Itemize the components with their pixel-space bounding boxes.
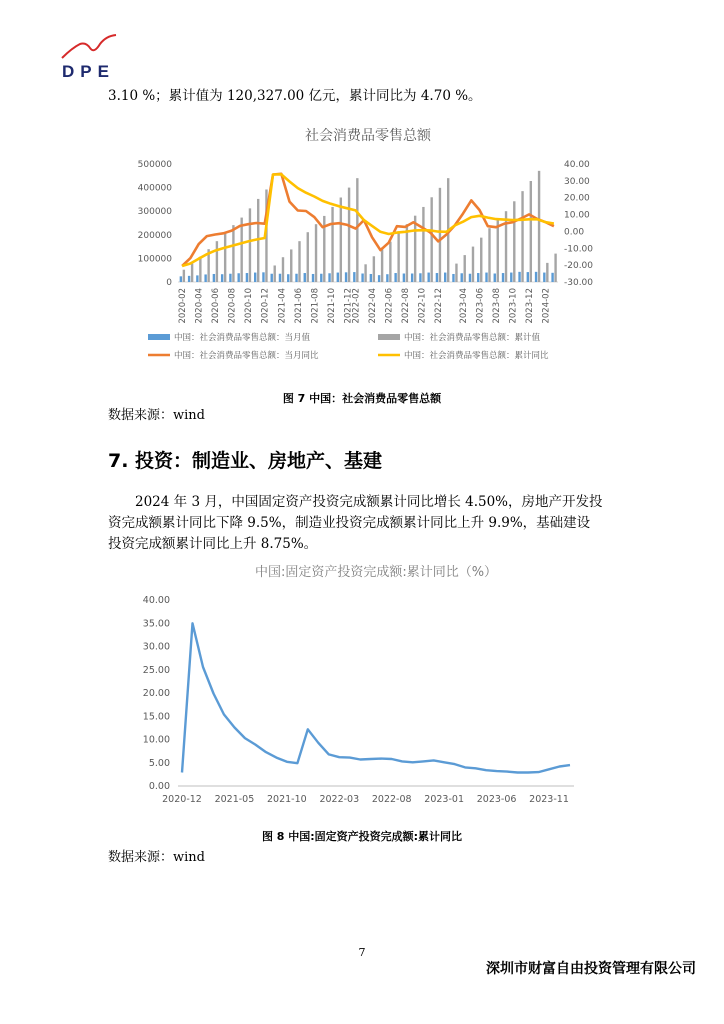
bar bbox=[546, 263, 548, 282]
bar bbox=[403, 274, 405, 282]
bar bbox=[216, 241, 218, 282]
chart7-caption: 图 7 中国：社会消费品零售总额 bbox=[282, 392, 442, 405]
bar bbox=[232, 225, 234, 282]
x-tick-label: 2023-10 bbox=[508, 288, 519, 324]
y-left-tick-label: 200000 bbox=[137, 230, 172, 241]
x-tick-label: 2022-06 bbox=[384, 288, 395, 324]
bar bbox=[199, 257, 201, 282]
bar bbox=[378, 275, 380, 282]
bar bbox=[340, 198, 342, 282]
x-tick-label: 2021-10 bbox=[326, 288, 337, 324]
x-tick-label: 2022-12 bbox=[434, 288, 445, 324]
bar bbox=[419, 273, 421, 282]
bar bbox=[381, 249, 383, 282]
bar bbox=[422, 207, 424, 282]
bar bbox=[527, 272, 529, 282]
bar bbox=[224, 233, 226, 282]
legend-label: 中国：社会消费品零售总额：累计值 bbox=[404, 333, 541, 343]
y-tick-label: 0.00 bbox=[148, 781, 170, 792]
y-tick-label: 5.00 bbox=[148, 757, 170, 769]
bar bbox=[538, 171, 540, 282]
bar bbox=[356, 178, 358, 282]
x-tick-label: 2024-02 bbox=[541, 288, 552, 324]
bar bbox=[229, 274, 231, 282]
bar bbox=[510, 273, 512, 282]
bar bbox=[488, 228, 490, 282]
bar bbox=[452, 274, 454, 282]
bar bbox=[364, 264, 366, 282]
bar bbox=[304, 273, 306, 282]
bar bbox=[254, 273, 256, 282]
bar bbox=[262, 272, 264, 282]
bar bbox=[505, 211, 507, 282]
x-tick-label: 2022-04 bbox=[368, 288, 379, 324]
bar bbox=[543, 273, 545, 282]
x-tick-label: 2023-12 bbox=[525, 288, 536, 324]
bar bbox=[315, 224, 317, 282]
bar bbox=[397, 232, 399, 282]
bar bbox=[436, 273, 438, 282]
bar bbox=[430, 197, 432, 282]
bar bbox=[394, 273, 396, 282]
bar bbox=[348, 188, 350, 282]
bar bbox=[502, 273, 504, 282]
x-tick-label: 2020-06 bbox=[211, 288, 222, 324]
x-tick-label: 2023-06 bbox=[475, 288, 486, 324]
bar bbox=[196, 275, 198, 282]
chart8-caption: 图 8 中国:固定资产投资完成额:累计同比 bbox=[261, 830, 463, 843]
bar bbox=[307, 232, 309, 282]
bar bbox=[373, 256, 375, 282]
y-tick-label: 30.00 bbox=[142, 641, 170, 653]
bar bbox=[337, 273, 339, 282]
section-heading: 7. 投资：制造业、房地产、基建 bbox=[108, 450, 383, 472]
x-tick-label: 2020-04 bbox=[194, 288, 205, 324]
bar bbox=[180, 276, 182, 282]
intro-line: 3.10 %；累计值为 120,327.00 亿元，累计同比为 4.70 %。 bbox=[108, 88, 482, 104]
x-tick-label: 2022-03 bbox=[319, 794, 360, 805]
chart7-title: 社会消费品零售总额 bbox=[305, 128, 431, 144]
y-right-tick-label: -10.00 bbox=[564, 244, 594, 255]
x-tick-label: 2022-02 bbox=[351, 288, 362, 324]
bar bbox=[469, 274, 471, 282]
bar bbox=[518, 272, 520, 282]
bar bbox=[249, 208, 251, 282]
bar bbox=[353, 272, 355, 282]
footer-company: 深圳市财富自由投资管理有限公司 bbox=[486, 961, 696, 977]
x-tick-label: 2021-06 bbox=[293, 288, 304, 324]
x-tick-label: 2023-06 bbox=[476, 794, 517, 805]
logo-text: DPE bbox=[62, 62, 115, 81]
paragraph-line: 2024 年 3 月，中国固定资产投资完成额累计同比增长 4.50%，房地产开发投 bbox=[135, 494, 603, 510]
section-paragraph bbox=[108, 492, 628, 555]
x-tick-label: 2022-10 bbox=[417, 288, 428, 324]
y-right-tick-label: 40.00 bbox=[564, 160, 590, 170]
bar bbox=[370, 274, 372, 282]
series-line bbox=[182, 623, 570, 772]
bar bbox=[411, 274, 413, 282]
y-left-tick-label: 500000 bbox=[137, 160, 172, 170]
y-tick-label: 15.00 bbox=[142, 711, 170, 723]
bar bbox=[345, 272, 347, 282]
paragraph-line: 投资完成额累计同比上升 8.75%。 bbox=[108, 536, 318, 552]
bar bbox=[513, 201, 515, 282]
bar bbox=[191, 264, 193, 282]
bar bbox=[444, 273, 446, 282]
bar bbox=[497, 220, 499, 282]
x-tick-label: 2020-10 bbox=[244, 288, 255, 324]
bar bbox=[320, 274, 322, 282]
bar bbox=[455, 264, 457, 282]
bar bbox=[183, 270, 185, 282]
bar bbox=[279, 274, 281, 282]
bar bbox=[328, 273, 330, 282]
bar bbox=[271, 274, 273, 282]
bar bbox=[204, 274, 206, 282]
bar bbox=[439, 188, 441, 282]
bar bbox=[530, 181, 532, 282]
bar bbox=[282, 257, 284, 282]
y-right-tick-label: -30.00 bbox=[564, 278, 594, 288]
x-tick-label: 2020-12 bbox=[162, 794, 202, 805]
bar bbox=[361, 274, 363, 282]
x-tick-label: 2021-04 bbox=[277, 288, 288, 324]
bar bbox=[480, 238, 482, 282]
chart7-source: 数据来源：wind bbox=[108, 408, 205, 423]
bar bbox=[188, 276, 190, 282]
chart-retail-sales bbox=[128, 118, 608, 380]
y-tick-label: 25.00 bbox=[142, 664, 170, 676]
x-tick-label: 2021-08 bbox=[310, 288, 321, 324]
y-right-tick-label: 30.00 bbox=[564, 176, 590, 187]
bar bbox=[477, 273, 479, 282]
y-left-tick-label: 0 bbox=[166, 278, 172, 288]
x-tick-label: 2022-08 bbox=[371, 794, 412, 805]
legend-swatch bbox=[148, 334, 170, 340]
bar bbox=[295, 274, 297, 282]
y-right-tick-label: -20.00 bbox=[564, 261, 594, 272]
y-left-tick-label: 300000 bbox=[137, 207, 172, 218]
x-tick-label: 2023-08 bbox=[492, 288, 503, 324]
y-tick-label: 10.00 bbox=[142, 734, 170, 746]
bar bbox=[485, 273, 487, 282]
bar bbox=[464, 255, 466, 282]
bar bbox=[290, 249, 292, 282]
logo-swoosh-icon bbox=[62, 35, 116, 58]
y-left-tick-label: 100000 bbox=[137, 254, 172, 265]
y-tick-label: 35.00 bbox=[142, 618, 170, 630]
bar bbox=[521, 191, 523, 282]
x-tick-label: 2021-05 bbox=[214, 794, 255, 805]
bar bbox=[331, 207, 333, 282]
y-right-tick-label: 20.00 bbox=[564, 193, 590, 204]
legend-label: 中国：社会消费品零售总额：当月同比 bbox=[174, 351, 319, 361]
bar bbox=[551, 273, 553, 282]
bar bbox=[386, 274, 388, 282]
x-tick-label: 2023-01 bbox=[424, 794, 465, 805]
bar bbox=[554, 254, 556, 282]
bar bbox=[312, 274, 314, 282]
page-number: 7 bbox=[358, 946, 366, 959]
bar bbox=[472, 247, 474, 282]
chart8-source: 数据来源：wind bbox=[108, 850, 205, 865]
x-tick-label: 2020-08 bbox=[227, 288, 238, 324]
bar bbox=[221, 274, 223, 282]
bar bbox=[427, 273, 429, 282]
bar bbox=[287, 274, 289, 282]
legend-swatch bbox=[378, 334, 400, 340]
chart8-title: 中国:固定资产投资完成额:累计同比（%） bbox=[254, 565, 498, 580]
bar bbox=[274, 265, 276, 282]
bar bbox=[298, 241, 300, 282]
bar bbox=[389, 242, 391, 282]
y-tick-label: 20.00 bbox=[142, 688, 170, 699]
y-right-tick-label: 10.00 bbox=[564, 210, 590, 221]
bar bbox=[535, 272, 537, 282]
x-tick-label: 2021-12 bbox=[343, 288, 354, 324]
y-right-tick-label: 0.00 bbox=[564, 227, 585, 238]
x-tick-label: 2021-10 bbox=[267, 794, 307, 805]
bar bbox=[461, 273, 463, 282]
x-tick-label: 2023-11 bbox=[529, 794, 569, 805]
x-tick-label: 2020-02 bbox=[178, 288, 189, 324]
bar bbox=[414, 216, 416, 282]
x-tick-label: 2023-04 bbox=[459, 288, 469, 324]
paragraph-line: 资完成额累计同比下降 9.5%，制造业投资完成额累计同比上升 9.9%，基础建设 bbox=[108, 515, 591, 531]
legend-label: 中国：社会消费品零售总额：当月值 bbox=[174, 333, 311, 343]
legend-label: 中国：社会消费品零售总额：累计同比 bbox=[404, 351, 549, 361]
bar bbox=[494, 274, 496, 282]
x-tick-label: 2020-12 bbox=[260, 288, 271, 324]
bar bbox=[246, 273, 248, 282]
chart-fixed-asset-investment bbox=[128, 558, 598, 808]
bar bbox=[240, 218, 242, 282]
bar bbox=[213, 274, 215, 282]
x-tick-label: 2022-08 bbox=[401, 288, 412, 324]
bar bbox=[237, 273, 239, 282]
y-tick-label: 40.00 bbox=[142, 595, 170, 606]
company-logo bbox=[60, 32, 124, 62]
y-left-tick-label: 400000 bbox=[137, 183, 172, 194]
